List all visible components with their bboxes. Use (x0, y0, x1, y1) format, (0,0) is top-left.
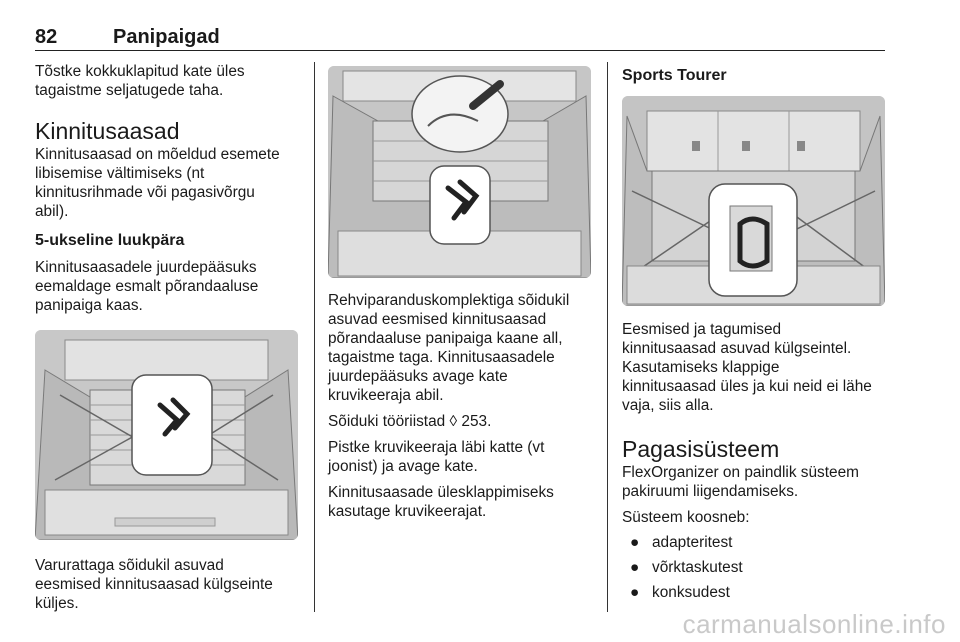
section-heading-pagasisusteem: Pagasisüsteem (622, 436, 780, 462)
component-list (622, 533, 888, 602)
bullet-icon: ● (630, 584, 640, 601)
floor-cover-illustration (328, 66, 591, 278)
list-item-text: adapteritest (652, 534, 733, 551)
body-line: Kasutamiseks klappige (622, 359, 780, 376)
body-line: kinnitusaasad üles ja kui neid ei lähe (622, 378, 872, 395)
body-line: Kinnitusaasad on mõeldud esemete (35, 146, 280, 163)
bullet-icon: ● (630, 559, 640, 576)
list-item-text: konksudest (652, 584, 730, 601)
column-divider (314, 62, 315, 612)
caption-line: Varurattaga sõidukil asuvad (35, 557, 224, 574)
body-line: kinnitusrihmade või pagasivõrgu (35, 184, 255, 201)
watermark: carmanualsonline.info (682, 609, 946, 639)
caption-line: eesmised kinnitusaasad külgseinte (35, 576, 273, 593)
list-item-text: võrktaskutest (652, 559, 743, 576)
page-header (35, 22, 885, 51)
figure-sports-tourer-trunk (622, 96, 885, 306)
page-number: 82 (35, 26, 58, 48)
body-line: asuvad eesmised kinnitusaasad (328, 311, 547, 328)
body-line: Pistke kruvikeeraja läbi katte (vt (328, 439, 545, 456)
column-divider (607, 62, 608, 612)
body-line: panipaiga kaas. (35, 297, 143, 314)
list-intro: Süsteem koosneb: (622, 509, 750, 526)
body-line: vaja, siis alla. (622, 397, 714, 414)
sports-tourer-illustration (622, 96, 885, 306)
subsection-heading-sports-tourer: Sports Tourer (622, 67, 727, 84)
caption-line: küljes. (35, 595, 79, 612)
intro-line: tagaistme seljatugede taha. (35, 82, 224, 99)
figure-trunk-side-eyes (35, 330, 298, 540)
section-heading-kinnitusaasad: Kinnitusaasad (35, 118, 180, 144)
body-line: pakiruumi liigendamiseks. (622, 483, 799, 500)
list-item (622, 533, 888, 552)
trunk-illustration (35, 330, 298, 540)
sports-tourer-heading-wrap (622, 66, 727, 86)
column-right (622, 320, 888, 608)
body-line: Rehviparanduskomplektiga sõidukil (328, 292, 570, 309)
body-line: kruvikeeraja abil. (328, 387, 444, 404)
body-line: juurdepääsuks avage kate (328, 368, 508, 385)
page-title: Panipaigad (113, 26, 220, 48)
tools-reference-text: Sõiduki tööriistad (328, 413, 446, 430)
body-line: eemaldage esmalt põrandaaluse (35, 278, 259, 295)
body-line: kasutage kruvikeerajat. (328, 503, 487, 520)
column-middle (328, 291, 594, 521)
figure-floor-cover-screwdriver (328, 66, 591, 278)
body-line: põrandaaluse panipaiga kaane all, (328, 330, 563, 347)
body-line: joonist) ja avage kate. (328, 458, 478, 475)
body-line: libisemise vältimiseks (nt (35, 165, 205, 182)
list-item (622, 583, 888, 602)
body-line: Eesmised ja tagumised (622, 321, 782, 338)
bullet-icon: ● (630, 534, 640, 551)
body-line: kinnitusaasad asuvad külgseintel. (622, 340, 852, 357)
subsection-heading: 5-ukseline luukpära (35, 232, 185, 249)
page-reference-link[interactable]: 253. (461, 413, 492, 430)
intro-line: Tõstke kokkuklapitud kate üles (35, 63, 245, 80)
body-line: abil). (35, 203, 69, 220)
figure-caption-left (35, 556, 301, 613)
tools-reference (328, 412, 594, 431)
body-line: Kinnitusaasade ülesklappimiseks (328, 484, 554, 501)
reference-arrow-icon: ◊ (449, 413, 458, 430)
body-line: FlexOrganizer on paindlik süsteem (622, 464, 859, 481)
column-left (35, 62, 301, 315)
list-item (622, 558, 888, 577)
body-line: Kinnitusaasadele juurdepääsuks (35, 259, 257, 276)
body-line: tagaistme taga. Kinnitusaasadele (328, 349, 555, 366)
